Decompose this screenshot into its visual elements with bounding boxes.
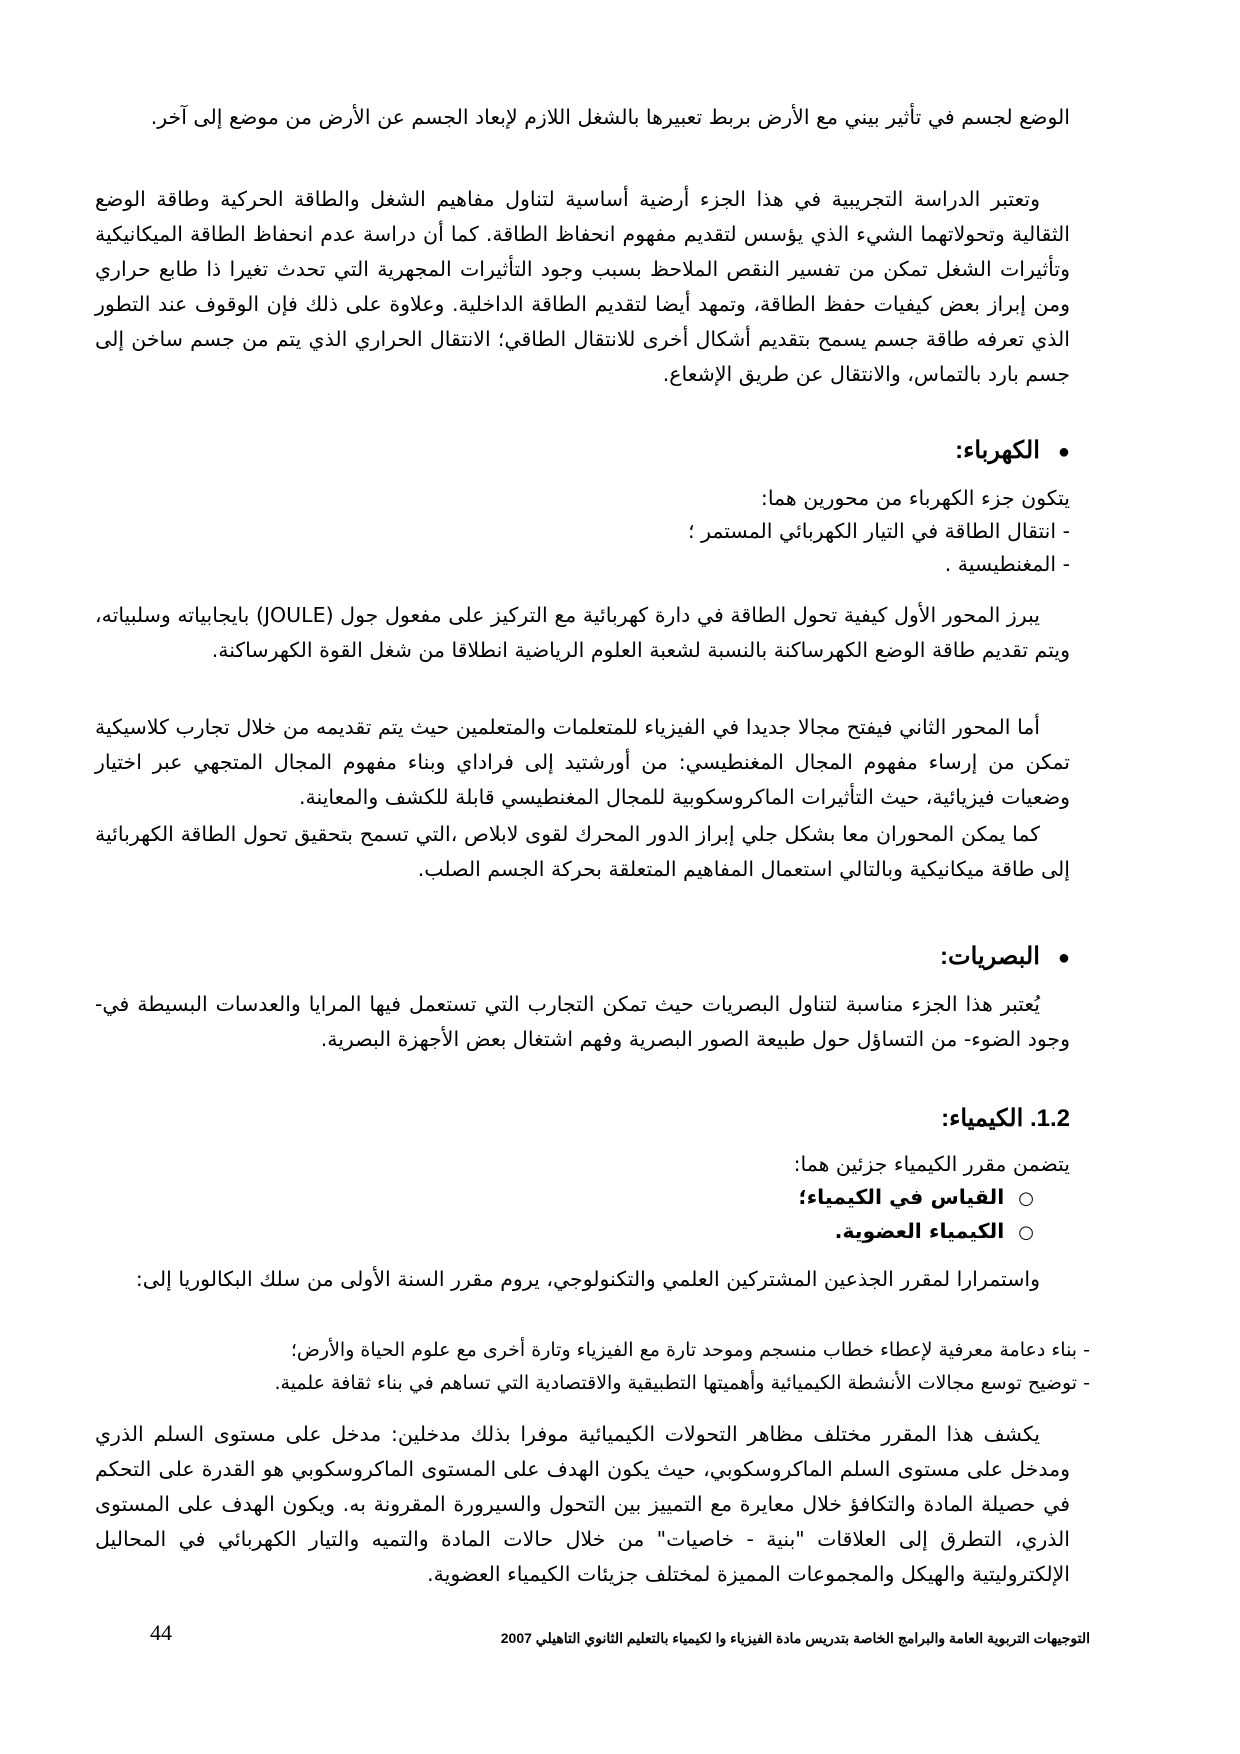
electricity-intro-line: يتكون جزء الكهرباء من محورين هما: <box>760 486 1070 510</box>
electricity-list <box>688 482 1070 581</box>
electricity-paragraph-3: كما يمكن المحوران معا بشكل جلي إبراز الدور المحرك لقوى لابلاص ،التي تسمح بتحقيق تحول الطاقة الكهربائية إلى طاقة ميكانيكية وبالتالي استعمال المفاهيم المتعلقة بحركة الجسم الصلب. <box>95 822 1070 881</box>
page-number: 44 <box>150 1620 172 1645</box>
circle-bullet-icon: ○ <box>1018 1188 1034 1209</box>
intro-continuation: الوضع لجسم في تأثير بيني مع الأرض بربط تعبيرها بالشغل اللازم لإبعاد الجسم عن الأرض من موضع إلى آخر. <box>150 105 1070 129</box>
chemistry-parts-list <box>794 1148 1070 1249</box>
list-item: - المغنطيسية . <box>944 552 1070 576</box>
chemistry-paragraph-2: يكشف هذا المقرر مختلف مظاهر التحولات الكيميائية موفرا بذلك مدخلين: مدخل على مستوى السلم الذري ومدخل على مستوى السلم الماكروسكوبي، حيث يكون الهدف على المستوى الماكروسكوبي هو القدرة على التحكم في حصيلة المادة والتكافؤ خلال معايرة مع التمييز بين التحول والسيرورة المقرونة به. ويكون الهدف على المستوى الذري، التطرق إلى العلاقات "بنية - خاصيات" من خلال حالات المادة والتميه والتيار الكهربائي في المحاليل الإلكتروليتية والهيكل والمجموعات المميزة لمختلف جزيئات الكيمياء العضوية. <box>95 1422 1070 1586</box>
optics-paragraph: يُعتبر هذا الجزء مناسبة لتناول البصريات حيث تمكن التجارب التي تستعمل فيها المرايا والعدسات البسيطة في- وجود الضوء- من التساؤل حول طبيعة الصور البصرية وفهم اشتغال بعض الأجهزة البصرية. <box>95 992 1070 1051</box>
bullet-icon: ● <box>1057 947 1070 969</box>
intro-paragraph: وتعتبر الدراسة التجريبية في هذا الجزء أرضية أساسية لتناول مفاهيم الشغل والطاقة الحركية وطاقة الوضع الثقالية وتحولاتهما الشيء الذي يؤسس لتقديم مفهوم انحفاظ الطاقة. كما أن دراسة عدم انحفاظ الطاقة الميكانيكية وتأثيرات الشغل تمكن من تفسير النقص الملاحظ بسبب وجود التأثيرات المجهرية التي تحدث تغيرا ذا طابع حراري ومن إبراز بعض كيفيات حفظ الطاقة، وتمهد أيضا لتقديم الطاقة الداخلية. وعلاوة على ذلك فإن الوقوف عند التطور الذي تعرفه طاقة جسم يسمح بتقديم أشكال أخرى للانتقال الطاقي؛ الانتقال الحراري الذي يتم من جسم ساخن إلى جسم بارد بالتماس، والانتقال عن طريق الإشعاع. <box>95 187 1070 386</box>
chemistry-intro-line: يتضمن مقرر الكيمياء جزئين هما: <box>793 1152 1070 1176</box>
list-item: - بناء دعامة معرفية لإعطاء خطاب منسجم وموحد تارة مع الفيزياء وتارة أخرى مع علوم الحياة والأرض؛ <box>290 1339 1090 1361</box>
footer-title: التوجيهات التربوية العامة والبرامج الخاصة بتدريس مادة الفيزياء وا لكيمياء بالتعليم الثانوي التاهيلي 2007 <box>500 1630 1090 1646</box>
chemistry-paragraph-1: واستمرارا لمقرر الجذعين المشتركين العلمي والتكنولوجي، يروم مقرر السنة الأولى من سلك البكالوريا إلى: <box>135 1267 1040 1291</box>
list-item: ○القياس في الكيمياء؛ <box>794 1181 1034 1215</box>
list-item: - انتقال الطاقة في التيار الكهربائي المستمر ؛ <box>688 519 1070 543</box>
optics-heading: ●البصريات: <box>940 940 1070 975</box>
chemistry-goals-list <box>95 1334 1090 1400</box>
list-item: ○الكيمياء العضوية. <box>794 1215 1034 1249</box>
electricity-heading: ●الكهرباء: <box>955 434 1070 469</box>
chemistry-heading: 1.2. الكيمياء: <box>941 1105 1070 1132</box>
electricity-paragraph-2: أما المحور الثاني فيفتح مجالا جديدا في الفيزياء للمتعلمات والمتعلمين حيث يتم تقديمه من خلال تجارب كلاسيكية تمكن من إرساء مفهوم المجال المغنطيسي: من أورشتيد إلى فراداي وبناء مفهوم المجال المتجهي عبر اختيار وضعيات فيزيائية، حيث التأثيرات الماكروسكوبية للمجال المغنطيسي قابلة للكشف والمعاينة. <box>95 715 1070 809</box>
electricity-paragraph-1: يبرز المحور الأول كيفية تحول الطاقة في دارة كهربائية مع التركيز على مفعول جول (JOULE) بايجابياته وسلبياته، ويتم تقديم طاقة الوضع الكهرساكنة بالنسبة لشعبة العلوم الرياضية انطلاقا من شغل القوة الكهرساكنة. <box>95 603 1070 662</box>
bullet-icon: ● <box>1057 441 1070 463</box>
circle-bullet-icon: ○ <box>1018 1222 1034 1243</box>
list-item: - توضيح توسع مجالات الأنشطة الكيميائية وأهميتها التطبيقية والاقتصادية التي تساهم في بناء ثقافة علمية. <box>274 1372 1090 1394</box>
